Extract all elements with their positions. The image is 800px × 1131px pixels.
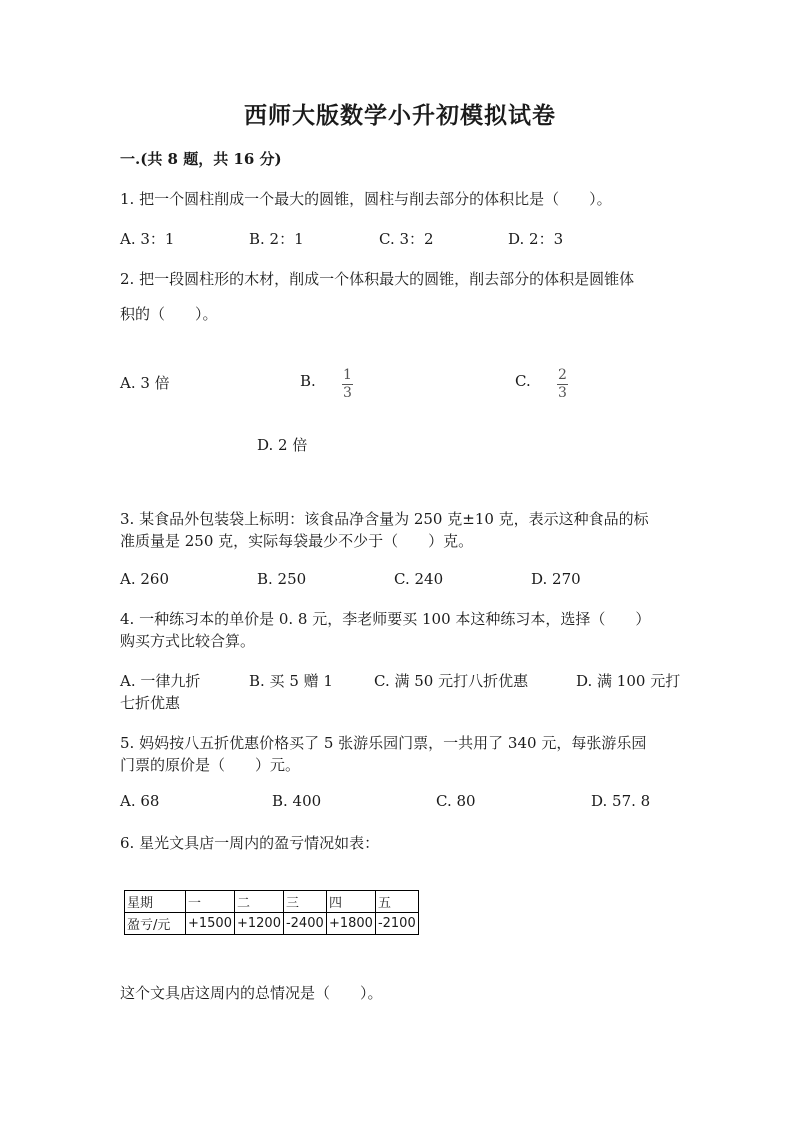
table-cell: -2400 (283, 913, 326, 935)
section-heading: 一.(共 8 题，共 16 分) (120, 150, 282, 168)
table-row (125, 913, 419, 935)
page-title: 西师大版数学小升初模拟试卷 (244, 102, 556, 129)
q5-option-b: B. 400 (272, 792, 322, 810)
q5-option-a: A. 68 (120, 792, 160, 810)
q2-option-c: C. (515, 372, 531, 390)
question-4-stem-line-2: 购买方式比较合算。 (120, 632, 256, 650)
q2-option-b-fraction (342, 368, 353, 401)
q1-option-d: D. 2：3 (508, 230, 564, 248)
table-cell: 盈亏/元 (125, 913, 186, 935)
q5-option-d: D. 57. 8 (591, 792, 651, 810)
table-cell: +1500 (186, 913, 235, 935)
table-header-cell: 星期 (125, 891, 186, 913)
fraction-numerator: 1 (343, 367, 352, 383)
q2-option-b: B. (300, 372, 316, 390)
q3-option-c: C. 240 (394, 570, 444, 588)
question-6-stem: 6. 星光文具店一周内的盈亏情况如表： (120, 834, 380, 852)
table-cell: +1200 (234, 913, 283, 935)
table-header-cell: 三 (283, 891, 326, 913)
table-header-cell: 四 (326, 891, 375, 913)
q1-option-a: A. 3：1 (120, 230, 175, 248)
table-header-cell: 二 (234, 891, 283, 913)
fraction-denominator: 3 (558, 385, 567, 401)
profit-loss-table (124, 890, 419, 935)
question-5-stem-line-1: 5. 妈妈按八五折优惠价格买了 5 张游乐园门票，一共用了 340 元，每张游乐园 (120, 734, 647, 752)
question-2-stem-line-1: 2. 把一段圆柱形的木材，削成一个体积最大的圆锥，削去部分的体积是圆锥体 (120, 270, 635, 288)
q2-option-d: D. 2 倍 (257, 436, 308, 454)
table-cell: +1800 (326, 913, 375, 935)
question-3-stem-line-2: 准质量是 250 克，实际每袋最少不少于（ ）克。 (120, 532, 474, 550)
table-header-cell: 五 (375, 891, 418, 913)
question-2-stem-line-2: 积的（ ）。 (120, 305, 218, 323)
q4-option-c: C. 满 50 元打八折优惠 (374, 672, 529, 690)
q2-option-a: A. 3 倍 (120, 374, 170, 392)
table-cell: -2100 (375, 913, 418, 935)
q4-option-a: A. 一律九折 (120, 672, 201, 690)
question-4-stem-line-1: 4. 一种练习本的单价是 0. 8 元，李老师要买 100 本这种练习本，选择（ ） (120, 610, 651, 628)
question-1-stem: 1. 把一个圆柱削成一个最大的圆锥，圆柱与削去部分的体积比是（ ）。 (120, 190, 612, 208)
question-6-followup: 这个文具店这周内的总情况是（ ）。 (120, 984, 383, 1002)
q5-option-c: C. 80 (436, 792, 476, 810)
question-3-stem-line-1: 3. 某食品外包装袋上标明：该食品净含量为 250 克±10 克，表示这种食品的标 (120, 510, 649, 528)
q3-option-d: D. 270 (531, 570, 581, 588)
q1-option-c: C. 3：2 (379, 230, 434, 248)
q1-option-b: B. 2：1 (249, 230, 304, 248)
q3-option-b: B. 250 (257, 570, 307, 588)
question-5-stem-line-2: 门票的原价是（ ）元。 (120, 756, 301, 774)
fraction-denominator: 3 (343, 385, 352, 401)
q4-option-d-wrap: 七折优惠 (120, 694, 181, 712)
q2-option-c-fraction (557, 368, 568, 401)
fraction-numerator: 2 (558, 367, 567, 383)
table-row (125, 891, 419, 913)
table-header-cell: 一 (186, 891, 235, 913)
q4-option-b: B. 买 5 赠 1 (249, 672, 333, 690)
q4-option-d: D. 满 100 元打 (576, 672, 681, 690)
q3-option-a: A. 260 (120, 570, 169, 588)
